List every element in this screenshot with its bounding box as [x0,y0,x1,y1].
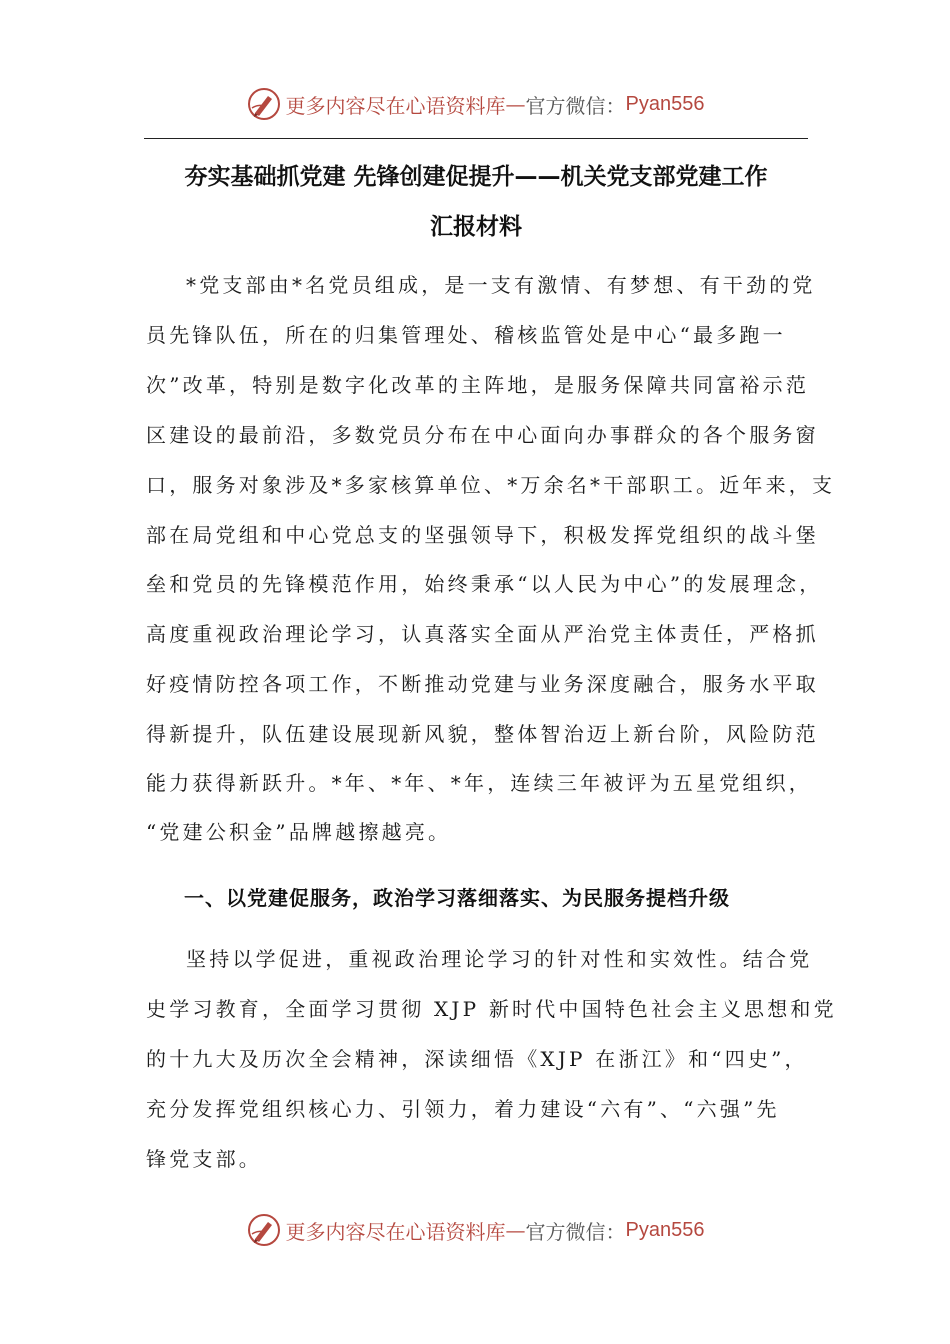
banner-dash: — [505,92,526,116]
banner-text: 更多内容尽在心语资料库 [285,93,506,118]
paragraph-line: 得新提升，队伍建设展现新风貌，整体智治迈上新台阶，风险防范 [146,722,819,746]
paragraph-line: 锋党支部。 [146,1147,262,1171]
paragraph-line: 能力获得新跃升。*年、*年、*年，连续三年被评为五星党组织， [146,771,812,795]
banner-dash: — [505,1218,526,1242]
paragraph-line: *党支部由*名党员组成，是一支有激情、有梦想、有干劲的党 [186,273,816,297]
paragraph-line: 的十九大及历次全会精神，深读细悟《XJP 在浙江》和“四史”， [146,1047,808,1071]
footer-watermark-banner [0,1210,950,1250]
paragraph-line: 坚持以学促进，重视政治理论学习的针对性和实效性。结合党 [186,947,813,971]
pen-logo-icon [246,1212,282,1248]
banner-text: 更多内容尽在心语资料库 [285,1219,506,1244]
paragraph-line: 垒和党员的先锋模范作用，始终秉承“以人民为中心”的发展理念， [146,572,823,596]
header-divider [144,138,808,139]
banner-wechat-id: Pyan556 [625,1218,705,1241]
paragraph-line: 史学习教育，全面学习贯彻 XJP 新时代中国特色社会主义思想和党 [146,997,837,1021]
paragraph-line: 好疫情防控各项工作，不断推动党建与业务深度融合，服务水平取 [146,672,819,696]
paragraph-line: 区建设的最前沿，多数党员分布在中心面向办事群众的各个服务窗 [146,423,819,447]
paragraph-line: 充分发挥党组织核心力、引领力，着力建设“六有”、“六强”先 [146,1097,780,1121]
document-title-line-2: 汇报材料 [430,214,522,240]
banner-wechat-label: 官方微信： [525,93,626,118]
section-heading: 一、以党建促服务，政治学习落细落实、为民服务提档升级 [184,886,730,910]
paragraph-line: 员先锋队伍，所在的归集管理处、稽核监管处是中心“最多跑一 [146,323,786,347]
header-watermark-banner [0,84,950,124]
paragraph-line: “党建公积金”品牌越擦越亮。 [146,820,452,844]
banner-wechat-id: Pyan556 [625,92,705,115]
document-title-line-1: 夯实基础抓党建 先锋创建促提升——机关党支部党建工作 [184,164,768,190]
banner-wechat-label: 官方微信： [525,1219,626,1244]
paragraph-line: 部在局党组和中心党总支的坚强领导下，积极发挥党组织的战斗堡 [146,523,819,547]
paragraph-line: 口，服务对象涉及*多家核算单位、*万余名*干部职工。近年来，支 [146,473,836,497]
paragraph-line: 高度重视政治理论学习，认真落实全面从严治党主体责任，严格抓 [146,622,819,646]
paragraph-line: 次”改革，特别是数字化改革的主阵地，是服务保障共同富裕示范 [146,373,810,397]
pen-logo-icon [246,86,282,122]
